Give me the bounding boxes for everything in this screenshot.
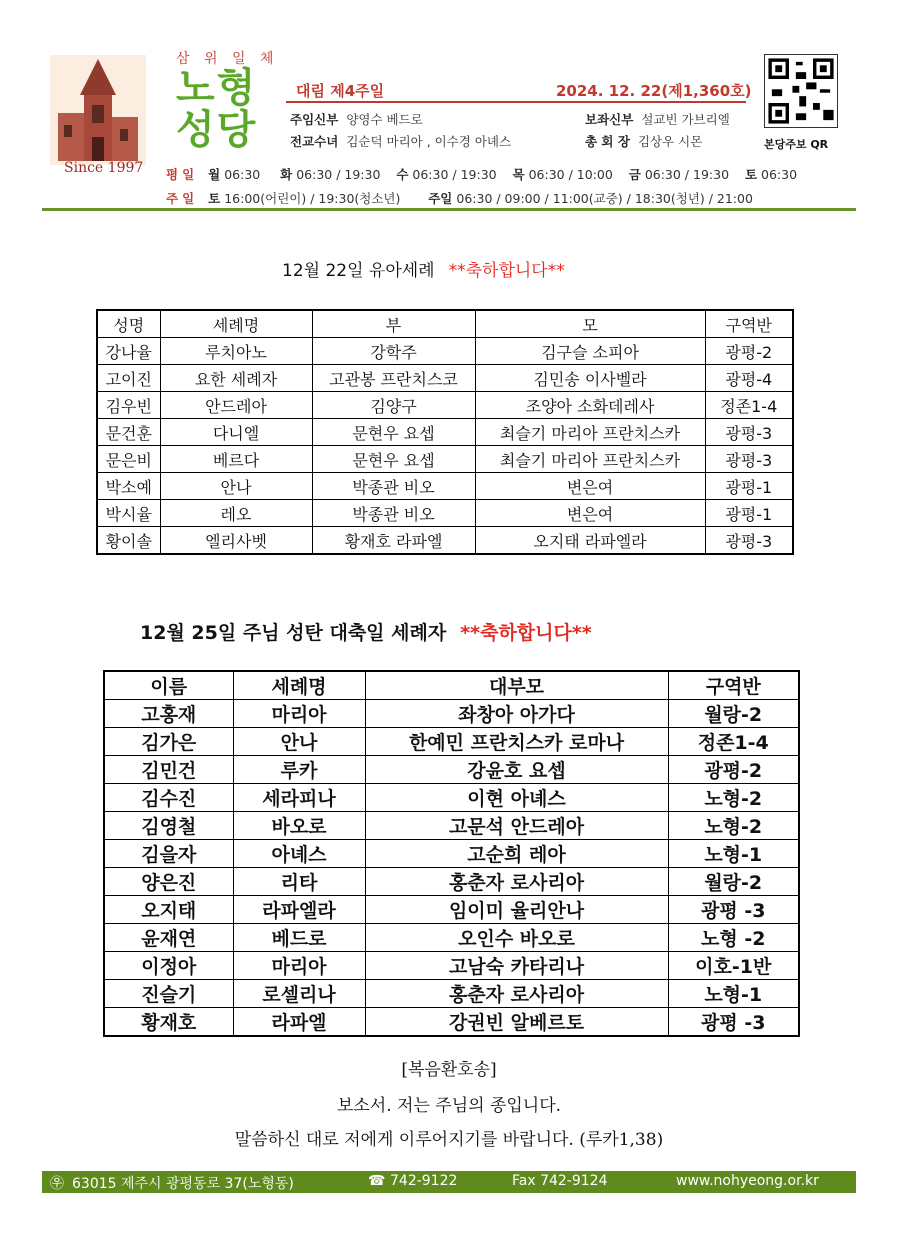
table-cell: 노형 -2 — [668, 924, 799, 952]
header-divider — [286, 101, 746, 103]
table-row — [104, 840, 799, 868]
table-cell: 황재호 — [104, 1008, 233, 1037]
table-cell: 문현우 요셉 — [312, 419, 475, 446]
table-cell: 고홍재 — [104, 700, 233, 728]
infant-baptism-title: 12월 22일 유아세례 **축하합니다** — [282, 261, 565, 281]
table-cell: 고남숙 카타리나 — [365, 952, 668, 980]
table-cell: 문현우 요셉 — [312, 446, 475, 473]
table-cell: 좌창아 아가다 — [365, 700, 668, 728]
table-cell: 최슬기 마리아 프란치스카 — [475, 446, 705, 473]
staff-sisters: 전교수녀 김순덕 마리아 , 이수경 아녜스 — [290, 134, 512, 149]
table-cell: 김우빈 — [97, 392, 160, 419]
table-row — [97, 473, 793, 500]
table-row — [104, 868, 799, 896]
table-row — [104, 896, 799, 924]
table-cell: 안나 — [233, 728, 365, 756]
table-cell: 노형-2 — [668, 784, 799, 812]
table-cell: 광평-2 — [668, 756, 799, 784]
column-header: 세례명 — [233, 671, 365, 700]
table-cell: 김양구 — [312, 392, 475, 419]
table-cell: 고순희 레아 — [365, 840, 668, 868]
qr-label: 본당주보 QR — [764, 138, 829, 151]
table-cell: 베르다 — [160, 446, 312, 473]
qr-code-icon[interactable] — [764, 54, 838, 128]
table-cell: 윤재연 — [104, 924, 233, 952]
table-cell: 로셀리나 — [233, 980, 365, 1008]
table-row — [104, 980, 799, 1008]
staff-assistant: 보좌신부 설교빈 가브리엘 — [585, 112, 730, 127]
table-cell: 박종관 비오 — [312, 473, 475, 500]
table-cell: 정존1-4 — [668, 728, 799, 756]
gospel-acclamation-line2: 말씀하신 대로 저에게 이루어지기를 바랍니다. (루카1,38) — [234, 1130, 664, 1150]
since-year: Since 1997 — [64, 160, 144, 176]
table-cell: 안나 — [160, 473, 312, 500]
table-cell: 최슬기 마리아 프란치스카 — [475, 419, 705, 446]
table-cell: 한예민 프란치스카 로마나 — [365, 728, 668, 756]
table-row — [104, 1008, 799, 1037]
staff-pastor: 주임신부 양영수 베드로 — [290, 112, 423, 127]
table-cell: 베드로 — [233, 924, 365, 952]
table-row — [104, 924, 799, 952]
church-name-top: 노형 — [176, 65, 258, 111]
table-cell: 월랑-2 — [668, 868, 799, 896]
table-row — [97, 419, 793, 446]
table-cell: 루카 — [233, 756, 365, 784]
table-cell: 광평-1 — [705, 473, 793, 500]
christmas-baptism-table — [103, 670, 800, 1037]
column-header: 부 — [312, 310, 475, 338]
weekday-schedule: 평일 월 06:30 화 06:30 / 19:30 수 06:30 / 19:30 목 06:30 / 10:00 금 06:30 / 19:30 토 06:30 — [166, 167, 798, 182]
table-cell: 김수진 — [104, 784, 233, 812]
location-icon: ㉾ — [50, 1176, 64, 1192]
footer-phone[interactable]: 742-9122 — [390, 1173, 458, 1189]
footer-bar — [42, 1171, 856, 1193]
christmas-baptism-title: 12월 25일 주님 성탄 대축일 세례자 **축하합니다** — [140, 622, 592, 644]
table-row — [104, 952, 799, 980]
table-cell: 광평-2 — [705, 338, 793, 365]
table-cell: 강학주 — [312, 338, 475, 365]
trinity-text: 삼 위 일 체 — [176, 51, 279, 67]
table-cell: 홍춘자 로사리아 — [365, 868, 668, 896]
table-cell: 광평-3 — [705, 527, 793, 555]
table-cell: 정존1-4 — [705, 392, 793, 419]
table-row — [104, 756, 799, 784]
table-cell: 노형-2 — [668, 812, 799, 840]
table-cell: 마리아 — [233, 700, 365, 728]
table-row — [97, 446, 793, 473]
table-row — [97, 392, 793, 419]
table-cell: 고이진 — [97, 365, 160, 392]
table-cell: 임이미 율리안나 — [365, 896, 668, 924]
table-cell: 홍춘자 로사리아 — [365, 980, 668, 1008]
column-header: 성명 — [97, 310, 160, 338]
table-cell: 박시율 — [97, 500, 160, 527]
table-row — [104, 812, 799, 840]
table-cell: 김구슬 소피아 — [475, 338, 705, 365]
table-cell: 마리아 — [233, 952, 365, 980]
table-cell: 다니엘 — [160, 419, 312, 446]
table-cell: 라파엘라 — [233, 896, 365, 924]
table-cell: 변은여 — [475, 473, 705, 500]
column-header: 세례명 — [160, 310, 312, 338]
table-cell: 요한 세례자 — [160, 365, 312, 392]
table-cell: 변은여 — [475, 500, 705, 527]
table-cell: 아녜스 — [233, 840, 365, 868]
table-cell: 김민송 이사벨라 — [475, 365, 705, 392]
column-header: 구역반 — [668, 671, 799, 700]
table-row — [104, 728, 799, 756]
table-cell: 강나율 — [97, 338, 160, 365]
table-cell: 문건훈 — [97, 419, 160, 446]
footer-fax: Fax 742-9124 — [512, 1173, 608, 1189]
footer-address: 63015 제주시 광평동로 37(노형동) — [72, 1176, 294, 1192]
table-cell: 리타 — [233, 868, 365, 896]
table-row — [97, 338, 793, 365]
table-cell: 노형-1 — [668, 840, 799, 868]
table-cell: 고문석 안드레아 — [365, 812, 668, 840]
table-cell: 라파엘 — [233, 1008, 365, 1037]
footer-website-link[interactable]: www.nohyeong.or.kr — [676, 1173, 819, 1189]
church-name-bottom: 성당 — [176, 107, 258, 153]
table-cell: 광평-3 — [705, 419, 793, 446]
table-cell: 문은비 — [97, 446, 160, 473]
table-cell: 광평-4 — [705, 365, 793, 392]
table-row — [97, 365, 793, 392]
table-row — [104, 700, 799, 728]
table-cell: 고관봉 프란치스코 — [312, 365, 475, 392]
table-cell: 이호-1반 — [668, 952, 799, 980]
table-cell: 광평 -3 — [668, 896, 799, 924]
column-header: 구역반 — [705, 310, 793, 338]
table-cell: 안드레아 — [160, 392, 312, 419]
staff-president: 총 회 장 김상우 시몬 — [585, 134, 703, 149]
table-header-row — [97, 310, 793, 338]
table-cell: 세라피나 — [233, 784, 365, 812]
table-cell: 월랑-2 — [668, 700, 799, 728]
table-cell: 루치아노 — [160, 338, 312, 365]
table-cell: 김영철 — [104, 812, 233, 840]
issue-date: 2024. 12. 22(제1,360호) — [556, 82, 752, 100]
table-cell: 조양아 소화데레사 — [475, 392, 705, 419]
table-cell: 바오로 — [233, 812, 365, 840]
gospel-acclamation-line1: 보소서. 저는 주님의 종입니다. — [336, 1096, 562, 1116]
table-cell: 오인수 바오로 — [365, 924, 668, 952]
table-cell: 오지태 라파엘라 — [475, 527, 705, 555]
column-header: 모 — [475, 310, 705, 338]
table-cell: 황이솔 — [97, 527, 160, 555]
table-cell: 강윤호 요셉 — [365, 756, 668, 784]
table-cell: 이현 아녜스 — [365, 784, 668, 812]
table-cell: 오지태 — [104, 896, 233, 924]
table-cell: 레오 — [160, 500, 312, 527]
table-cell: 광평 -3 — [668, 1008, 799, 1037]
header-rule — [42, 208, 856, 211]
table-row — [97, 500, 793, 527]
table-cell: 광평-1 — [705, 500, 793, 527]
table-cell: 엘리사벳 — [160, 527, 312, 555]
gospel-acclamation-heading: [복음환호송] — [401, 1060, 497, 1080]
table-row — [97, 527, 793, 555]
phone-icon: ☎ — [368, 1173, 386, 1189]
table-cell: 진슬기 — [104, 980, 233, 1008]
table-cell: 박소예 — [97, 473, 160, 500]
table-cell: 강권빈 알베르토 — [365, 1008, 668, 1037]
liturgical-sunday: 대림 제4주일 — [296, 82, 385, 100]
column-header: 대부모 — [365, 671, 668, 700]
column-header: 이름 — [104, 671, 233, 700]
table-cell: 양은진 — [104, 868, 233, 896]
table-header-row — [104, 671, 799, 700]
table-cell: 김가은 — [104, 728, 233, 756]
table-cell: 박종관 비오 — [312, 500, 475, 527]
table-cell: 노형-1 — [668, 980, 799, 1008]
church-building-icon — [50, 55, 146, 165]
table-cell: 김을자 — [104, 840, 233, 868]
table-cell: 황재호 라파엘 — [312, 527, 475, 555]
table-cell: 광평-3 — [705, 446, 793, 473]
table-row — [104, 784, 799, 812]
table-cell: 김민건 — [104, 756, 233, 784]
sunday-schedule: 주일 토 16:00(어린이) / 19:30(청소년) 주일 06:30 / 09:00 / 11:00(교중) / 18:30(청년) / 21:00 — [166, 191, 753, 206]
table-cell: 이정아 — [104, 952, 233, 980]
infant-baptism-table — [96, 309, 794, 555]
